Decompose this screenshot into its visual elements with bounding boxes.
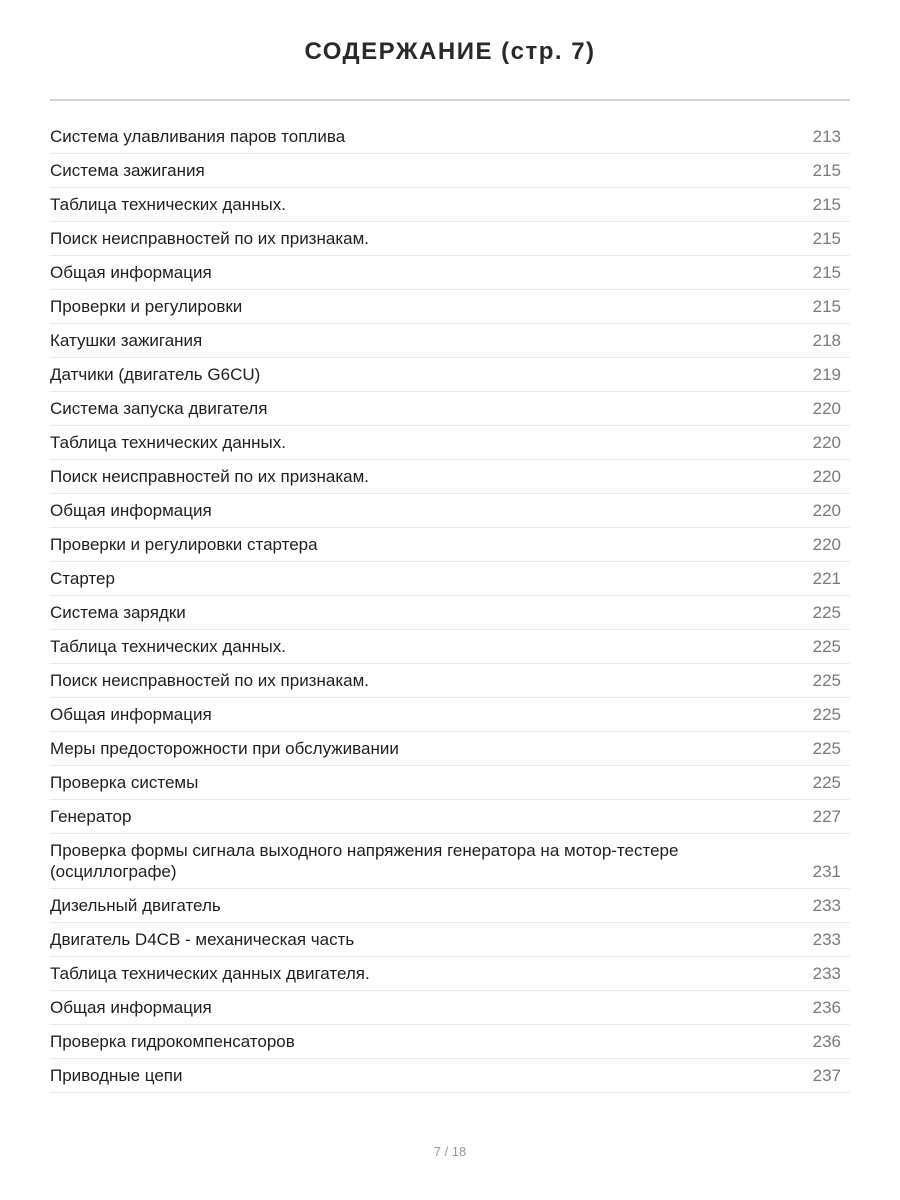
toc-entry-page-number: 225 <box>812 603 841 622</box>
toc-entry-title: Система зарядки <box>50 603 186 622</box>
toc-entry-page-number: 227 <box>812 807 841 826</box>
toc-entry[interactable] <box>50 426 850 460</box>
toc-entry-page-number: 231 <box>812 862 841 881</box>
title-divider <box>50 99 850 101</box>
toc-entry-page-number: 213 <box>812 127 841 146</box>
toc-entry[interactable] <box>50 460 850 494</box>
toc-entry-title: Таблица технических данных. <box>50 195 286 214</box>
toc-entry[interactable] <box>50 698 850 732</box>
toc-entry-title: Поиск неисправностей по их признакам. <box>50 229 369 248</box>
toc-entry-title: Проверки и регулировки <box>50 297 243 316</box>
toc-entry-page-number: 220 <box>812 399 841 418</box>
toc-entry-title: Приводные цепи <box>50 1066 183 1085</box>
toc-entry-page-number: 225 <box>812 705 841 724</box>
toc-entry[interactable] <box>50 358 850 392</box>
toc-entry-title: Проверка системы <box>50 773 199 792</box>
toc-entry-page-number: 215 <box>812 263 841 282</box>
toc-entry[interactable] <box>50 392 850 426</box>
toc-entry-title: Система улавливания паров топлива <box>50 127 346 146</box>
toc-entry-title: Таблица технических данных. <box>50 433 286 452</box>
toc-entry-page-number: 233 <box>812 964 841 983</box>
toc-entry[interactable] <box>50 562 850 596</box>
toc-entry-page-number: 236 <box>812 998 841 1017</box>
toc-entry[interactable] <box>50 991 850 1025</box>
page-title: СОДЕРЖАНИЕ (стр. 7) <box>304 38 596 65</box>
page-number: 7 / 18 <box>433 1144 467 1159</box>
toc-entry-title: Генератор <box>50 807 132 826</box>
toc-entry-title: Меры предосторожности при обслуживании <box>50 739 399 758</box>
toc-entry-title: Стартер <box>50 569 115 588</box>
toc-list <box>50 120 850 1093</box>
toc-entry[interactable] <box>50 120 850 154</box>
toc-entry-title: Общая информация <box>50 998 212 1017</box>
toc-entry[interactable] <box>50 324 850 358</box>
toc-entry-page-number: 225 <box>812 671 841 690</box>
toc-entry-title: Проверки и регулировки стартера <box>50 535 318 554</box>
toc-entry-title: Поиск неисправностей по их признакам. <box>50 467 369 486</box>
toc-entry-title: Датчики (двигатель G6CU) <box>50 365 261 384</box>
toc-entry-page-number: 225 <box>812 773 841 792</box>
toc-entry[interactable] <box>50 957 850 991</box>
toc-entry[interactable] <box>50 664 850 698</box>
toc-entry[interactable] <box>50 528 850 562</box>
toc-entry-page-number: 233 <box>812 896 841 915</box>
toc-entry-title: Поиск неисправностей по их признакам. <box>50 671 369 690</box>
toc-entry-page-number: 236 <box>812 1032 841 1051</box>
toc-entry[interactable] <box>50 732 850 766</box>
toc-entry[interactable] <box>50 596 850 630</box>
toc-entry-title: Общая информация <box>50 501 212 520</box>
toc-entry[interactable] <box>50 834 850 889</box>
toc-entry-page-number: 220 <box>812 433 841 452</box>
toc-entry[interactable] <box>50 630 850 664</box>
toc-entry[interactable] <box>50 222 850 256</box>
toc-entry-page-number: 237 <box>812 1066 841 1085</box>
toc-entry-page-number: 218 <box>812 331 841 350</box>
toc-entry-page-number: 215 <box>812 195 841 214</box>
toc-entry[interactable] <box>50 188 850 222</box>
toc-entry-title: Общая информация <box>50 263 212 282</box>
toc-entry-title: Катушки зажигания <box>50 331 203 350</box>
toc-entry-title: Дизельный двигатель <box>50 896 221 915</box>
toc-entry[interactable] <box>50 154 850 188</box>
toc-entry-page-number: 233 <box>812 930 841 949</box>
toc-entry[interactable] <box>50 290 850 324</box>
toc-entry-page-number: 215 <box>812 229 841 248</box>
toc-entry-title: Система зажигания <box>50 161 205 180</box>
toc-entry-page-number: 220 <box>812 501 841 520</box>
toc-entry-page-number: 215 <box>812 297 841 316</box>
toc-entry-title: Общая информация <box>50 705 212 724</box>
toc-entry-page-number: 220 <box>812 467 841 486</box>
toc-entry[interactable] <box>50 766 850 800</box>
toc-entry-page-number: 225 <box>812 637 841 656</box>
toc-entry[interactable] <box>50 256 850 290</box>
toc-entry[interactable] <box>50 889 850 923</box>
toc-entry[interactable] <box>50 1059 850 1093</box>
toc-entry-page-number: 220 <box>812 535 841 554</box>
toc-entry-page-number: 221 <box>812 569 841 588</box>
toc-entry[interactable] <box>50 800 850 834</box>
toc-entry[interactable] <box>50 494 850 528</box>
toc-entry-page-number: 225 <box>812 739 841 758</box>
toc-entry-title: Проверка формы сигнала выходного напряжения генератора на мотор-тестере (осциллографе) <box>50 841 679 881</box>
toc-entry-title: Проверка гидрокомпенсаторов <box>50 1032 295 1051</box>
toc-entry[interactable] <box>50 923 850 957</box>
toc-entry-page-number: 215 <box>812 161 841 180</box>
toc-entry-title: Двигатель D4CB - механическая часть <box>50 930 355 949</box>
toc-entry-title: Таблица технических данных. <box>50 637 286 656</box>
toc-entry-page-number: 219 <box>812 365 841 384</box>
toc-entry[interactable] <box>50 1025 850 1059</box>
toc-entry-title: Таблица технических данных двигателя. <box>50 964 370 983</box>
toc-entry-title: Система запуска двигателя <box>50 399 268 418</box>
